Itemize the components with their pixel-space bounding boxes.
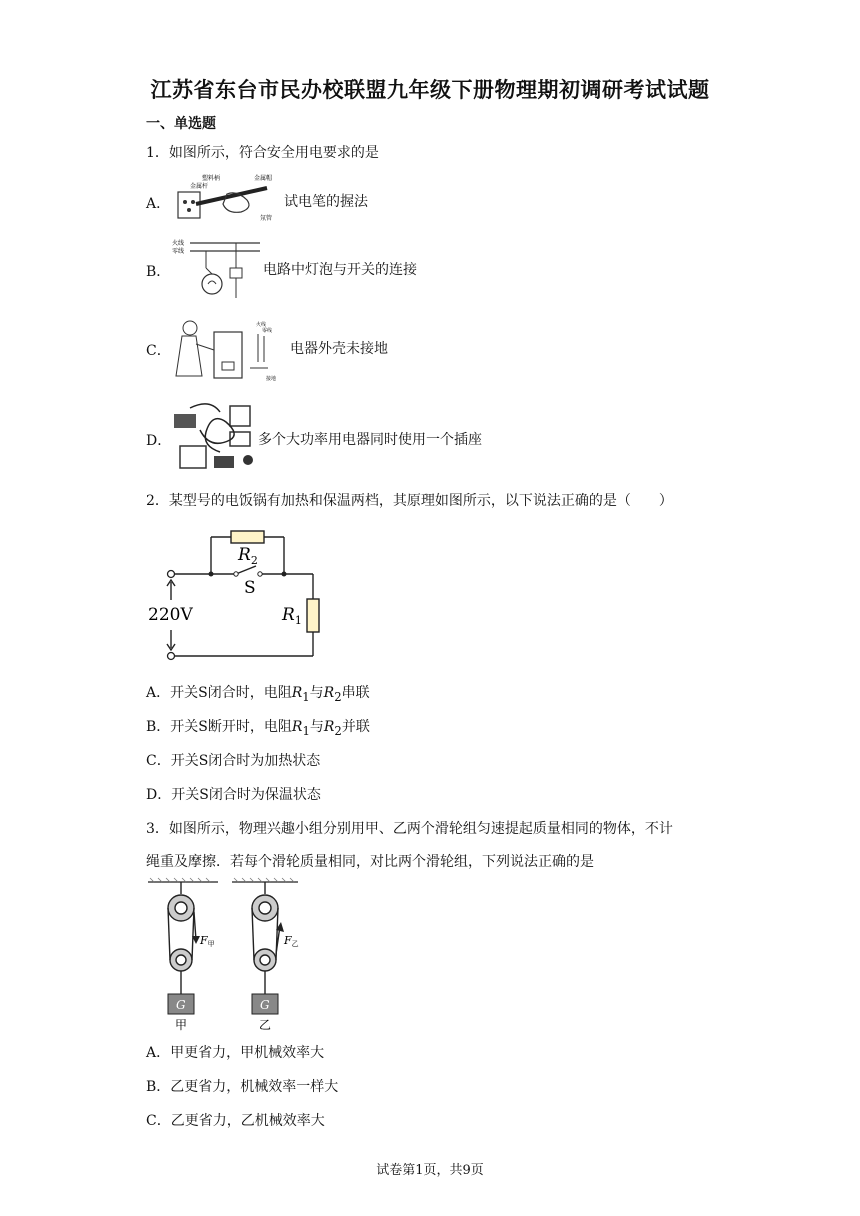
q3-option-a: A．甲更省力，甲机械效率大	[146, 1045, 325, 1061]
resistor-r1	[307, 599, 319, 632]
question-1-stem: 1．如图所示，符合安全用电要求的是	[146, 145, 379, 161]
svg-text:接地: 接地	[266, 376, 277, 382]
q1-option-c-letter: C．	[146, 343, 171, 359]
section-heading: 一、单选题	[146, 116, 216, 132]
q1-option-c-text: 电器外壳未接地	[290, 341, 388, 357]
svg-text:G: G	[176, 998, 186, 1012]
svg-text:F甲: F甲	[200, 934, 215, 948]
label-yi: 乙	[259, 1018, 272, 1032]
label-metal-cap: 金属帽	[254, 175, 273, 182]
q1-option-a-letter: A．	[146, 196, 171, 212]
q2-option-b: B．开关S断开时，电阻$R_1$与$R_2$并联	[146, 719, 370, 738]
q1-figure-c-appliance-ground	[170, 318, 288, 384]
page-footer: 试卷第1页，共9页	[376, 1163, 484, 1178]
q2-option-a: A．开关S闭合时，电阻$R_1$与$R_2$串联	[146, 685, 370, 704]
label-jia: 甲	[175, 1018, 188, 1032]
q1-option-d-text: 多个大功率用电器同时使用一个插座	[258, 432, 482, 448]
q1-figure-d-overloaded-socket	[170, 400, 262, 474]
svg-text:220V: 220V	[148, 605, 193, 625]
svg-text:R1: $R_1$	[282, 605, 302, 627]
q2-option-c: C．开关S闭合时为加热状态	[146, 753, 321, 769]
svg-text:零线: 零线	[172, 248, 185, 255]
q1-option-a-text: 试电笔的握法	[284, 194, 368, 210]
resistor-r2	[231, 531, 264, 543]
q3-pulley-figure	[146, 874, 306, 1032]
svg-text:F乙: F乙	[284, 934, 299, 948]
label-neon: 氖管	[260, 215, 273, 222]
question-3-stem-line2: 绳重及摩擦．若每个滑轮质量相同，对比两个滑轮组，下列说法正确的是	[146, 854, 594, 870]
svg-text:火线: 火线	[172, 240, 185, 247]
label-plastic: 塑料柄	[202, 175, 221, 182]
q2-circuit-diagram	[146, 522, 336, 667]
q1-figure-b-lamp-circuit	[172, 238, 262, 300]
q3-option-b: B．乙更省力，机械效率一样大	[146, 1079, 339, 1095]
svg-text:G: G	[260, 998, 270, 1012]
q1-option-b-letter: B．	[146, 264, 171, 280]
svg-text:S: S	[244, 578, 256, 598]
svg-text:火线: 火线	[256, 322, 267, 328]
q3-option-c: C．乙更省力，乙机械效率大	[146, 1113, 325, 1129]
svg-text:零线: 零线	[262, 328, 273, 334]
q1-option-d-letter: D．	[146, 433, 172, 449]
svg-text:R2: $R_2$	[238, 545, 258, 567]
exam-title: 江苏省东台市民办校联盟九年级下册物理期初调研考试试题	[150, 77, 710, 102]
label-metal-rod: 金属杆	[190, 183, 209, 190]
question-3-stem-line1: 3．如图所示，物理兴趣小组分别用甲、乙两个滑轮组匀速提起质量相同的物体，不计	[146, 821, 673, 837]
q1-figure-a-test-pen	[172, 172, 282, 224]
q2-option-d: D．开关S闭合时为保温状态	[146, 787, 321, 803]
q1-option-b-text: 电路中灯泡与开关的连接	[263, 262, 417, 278]
question-2-stem: 2．某型号的电饭锅有加热和保温两档，其原理如图所示，以下说法正确的是（ ）	[146, 493, 673, 509]
